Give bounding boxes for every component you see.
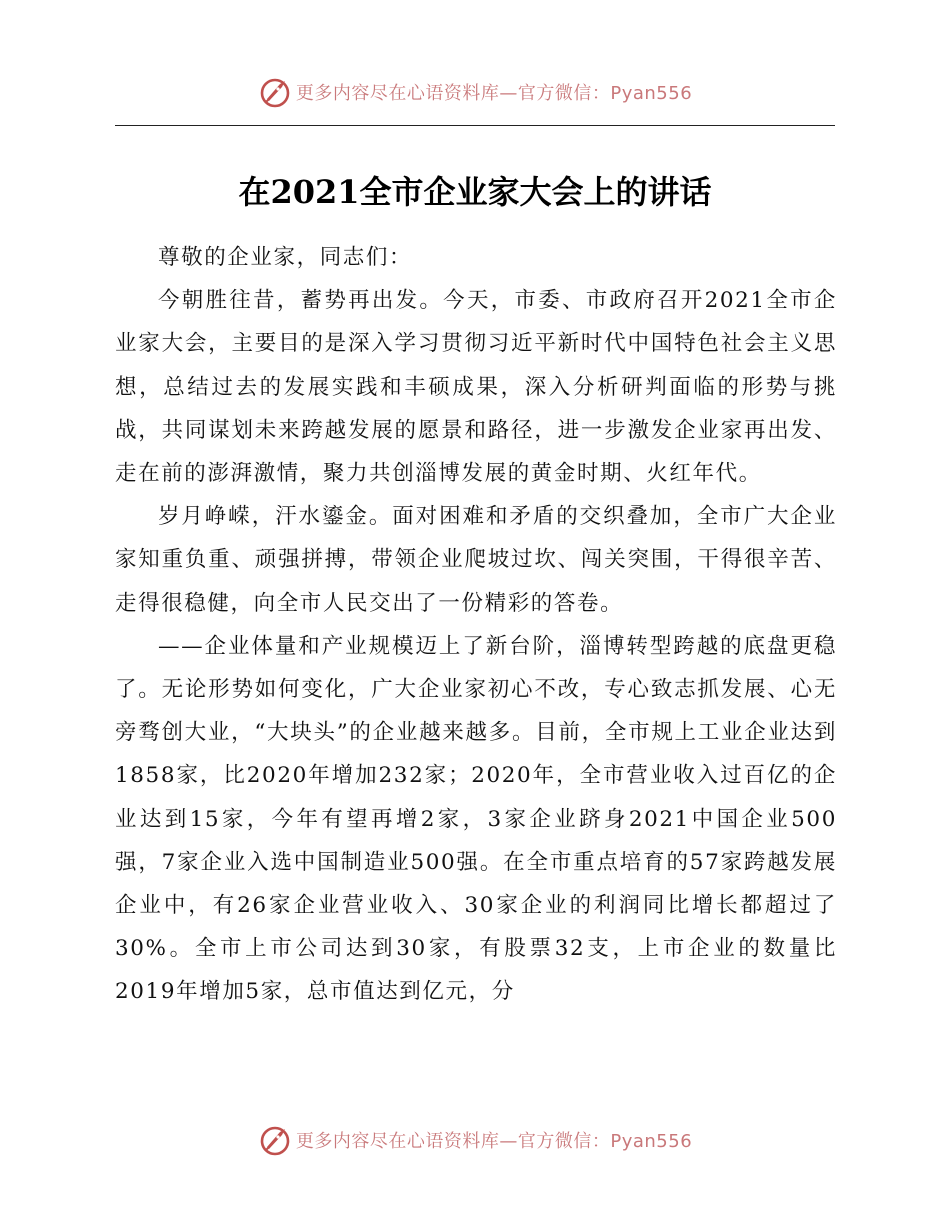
watermark-text: 更多内容尽在心语资料库—官方微信：Pyan556 — [295, 83, 693, 104]
document-body — [115, 236, 837, 1014]
quill-pen-circle-icon — [258, 75, 292, 109]
header-divider — [115, 125, 835, 126]
document-title: 在2021全市企业家大会上的讲话 — [238, 173, 712, 211]
paragraph: 岁月峥嵘，汗水鎏金。面对困难和矛盾的交织叠加，全市广大企业家知重负重、顽强拼搏，带领企业爬坡过坎、闯关突围，干得很辛苦、走得很稳健，向全市人民交出了一份精彩的答卷。 — [115, 504, 837, 616]
paragraph: ——企业体量和产业规模迈上了新台阶，淄博转型跨越的底盘更稳了。无论形势如何变化，广大企业家初心不改，专心致志抓发展、心无旁骛创大业，“大块头”的企业越来越多。目前，全市规上工业企业达到1858家，比2020年增加232家；2020年，全市营业收入过百亿的企业达到15家，今年有望再增2家，3家企业跻身2021中国企业500强，7家企业入选中国制造业500强。在全市重点培育的57家跨越发展企业中，有26家企业营业收入、30家企业的利润同比增长都超过了30%。全市上市公司达到30家，有股票32支，上市企业的数量比2019年增加5家，总市值达到亿元，分 — [115, 633, 837, 1005]
header-watermark — [0, 72, 950, 112]
footer-watermark — [0, 1120, 950, 1160]
paragraph: 今朝胜往昔，蓄势再出发。今天，市委、市政府召开2021全市企业家大会，主要目的是深入学习贯彻习近平新时代中国特色社会主义思想，总结过去的发展实践和丰硕成果，深入分析研判面临的形势与挑战，共同谋划未来跨越发展的愿景和路径，进一步激发企业家再出发、走在前的澎湃激情，聚力共创淄博发展的黄金时期、火红年代。 — [115, 288, 837, 487]
paragraph-salutation: 尊敬的企业家，同志们： — [158, 245, 413, 270]
watermark-text: 更多内容尽在心语资料库—官方微信：Pyan556 — [295, 1131, 693, 1152]
quill-pen-circle-icon — [258, 1123, 292, 1157]
